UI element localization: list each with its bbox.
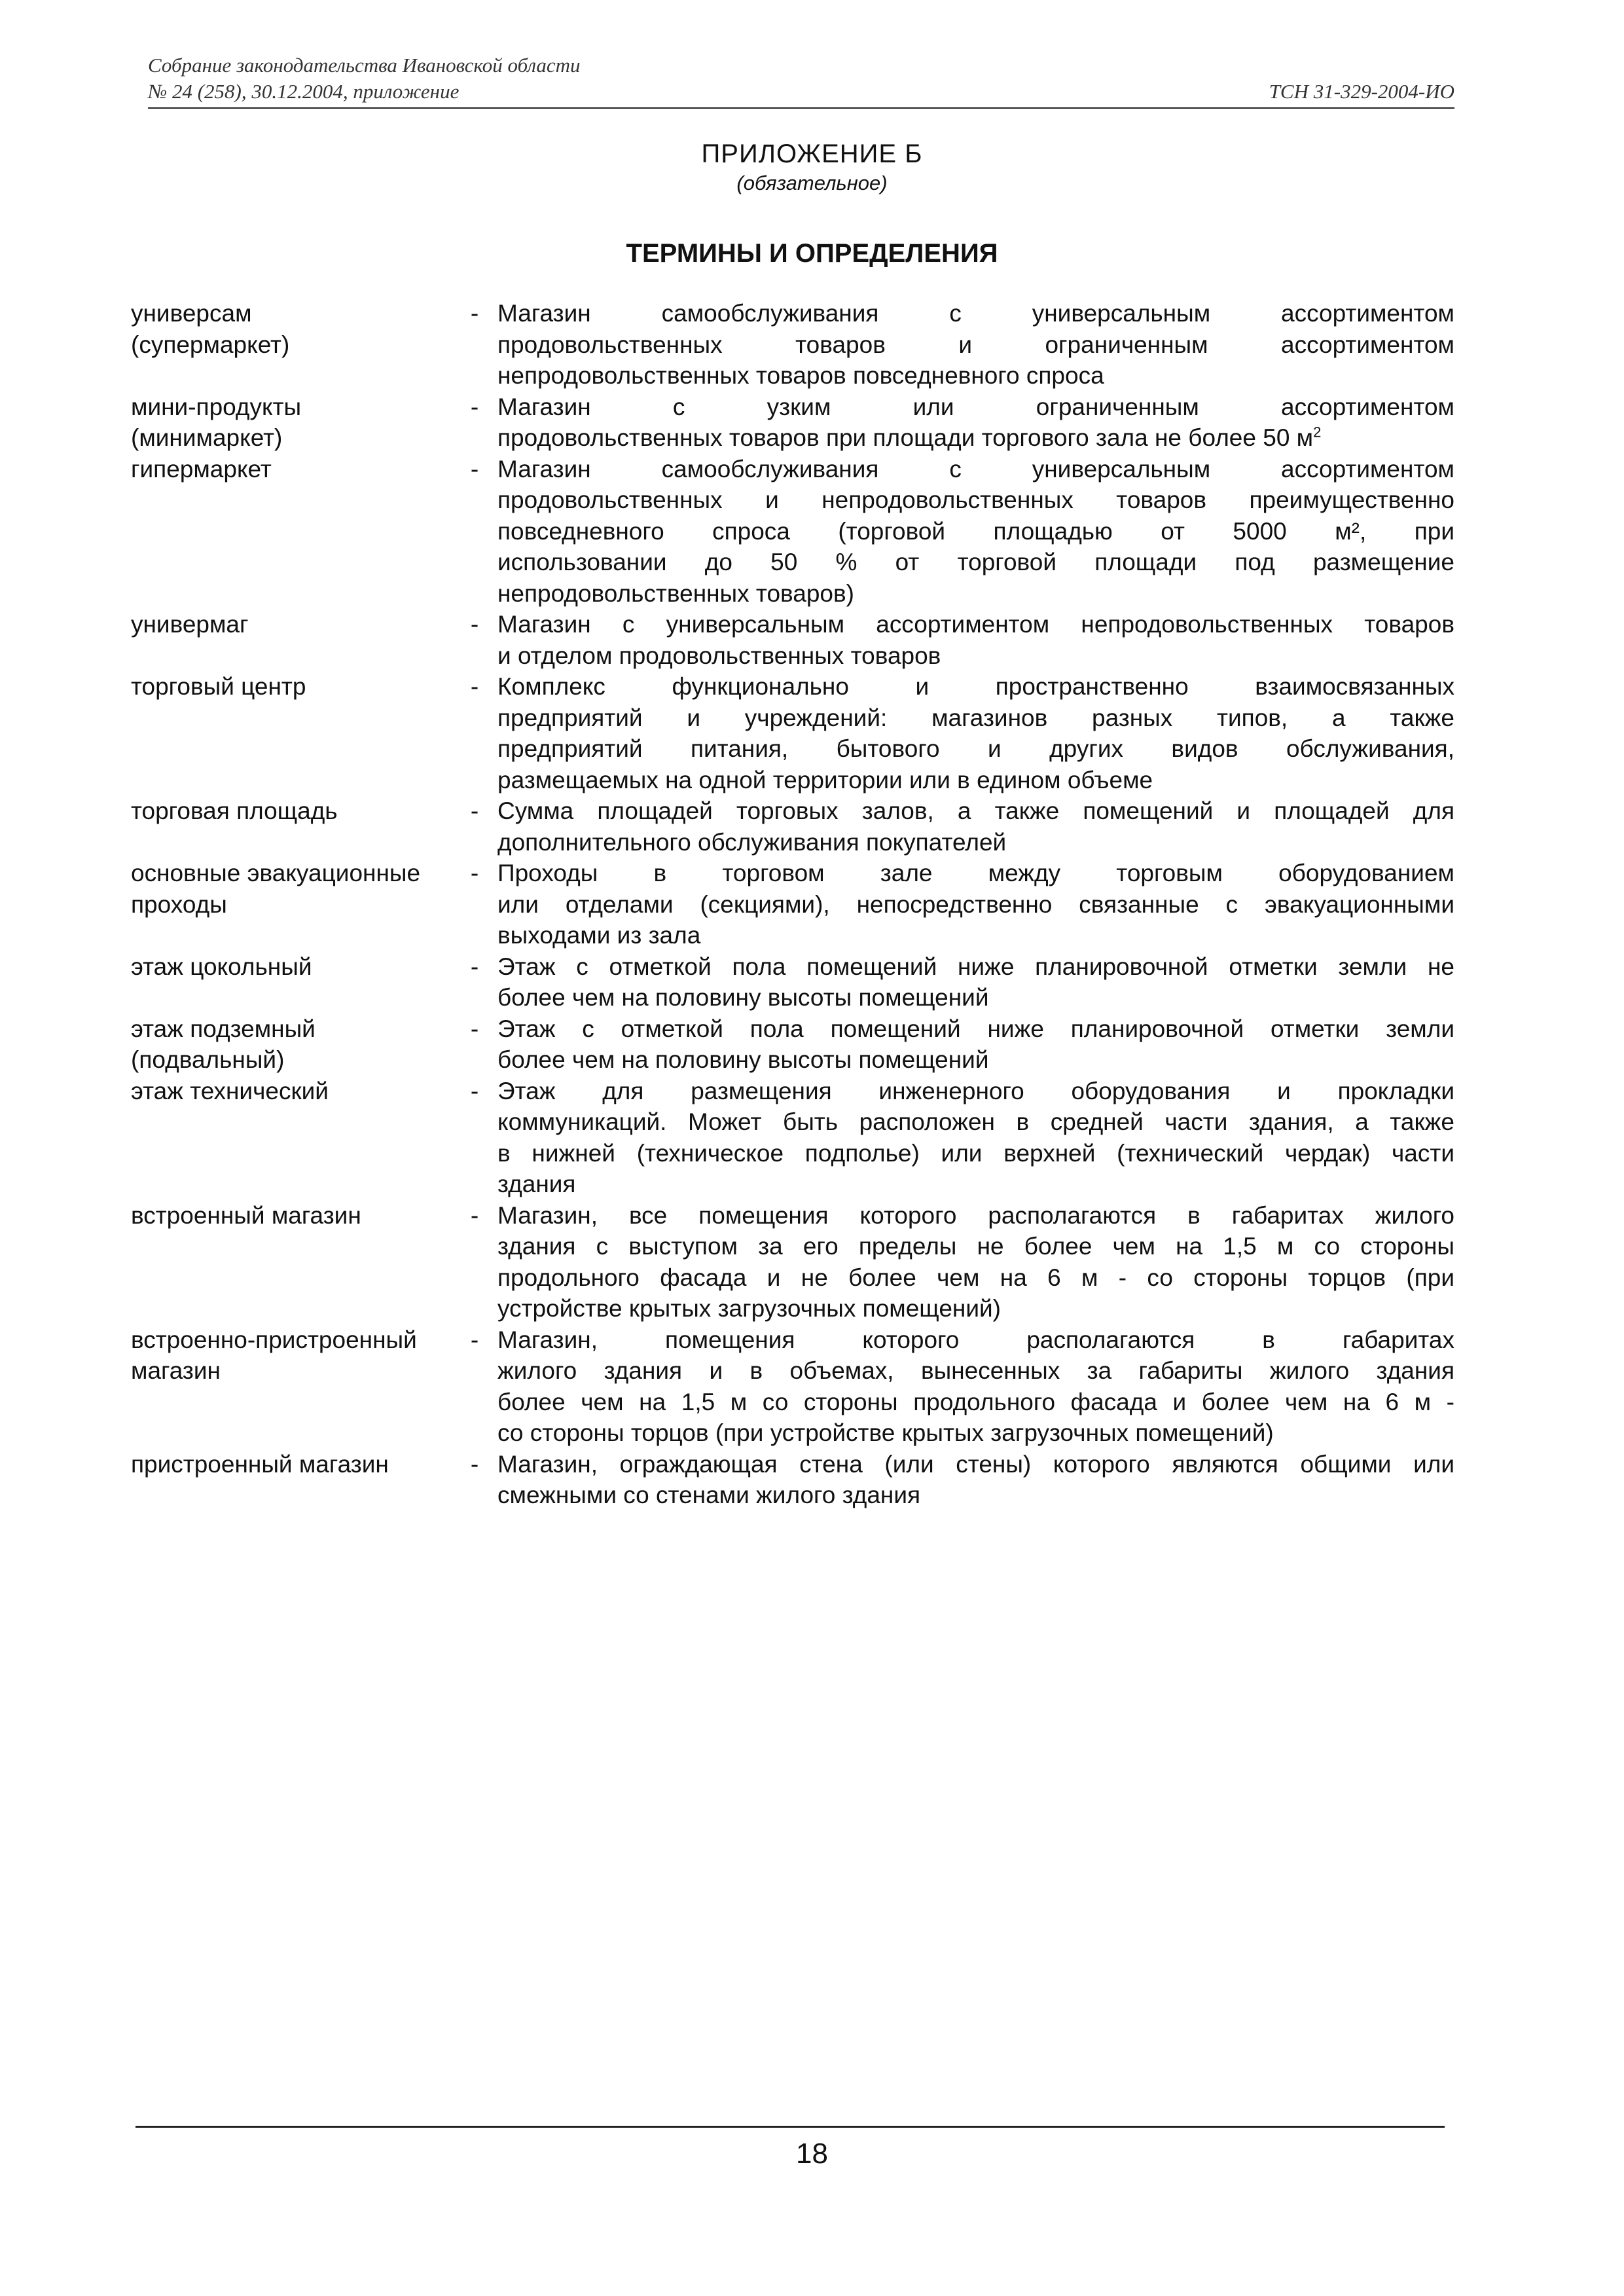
page-number: 18 bbox=[796, 2138, 828, 2170]
term-dash: - bbox=[470, 300, 479, 327]
term-row bbox=[131, 1013, 1454, 1076]
term-row bbox=[131, 1324, 1454, 1449]
term-dash: - bbox=[470, 953, 479, 980]
term-row bbox=[131, 795, 1454, 858]
term-row bbox=[131, 609, 1454, 671]
term-name bbox=[131, 1200, 452, 1324]
term-name-line: встроенный магазин bbox=[131, 1201, 361, 1229]
term-row bbox=[131, 951, 1454, 1013]
term-definition bbox=[497, 1324, 1454, 1449]
term-definition-line bbox=[497, 1449, 1454, 1480]
term-definition-line bbox=[497, 640, 1454, 672]
term-definition-line bbox=[497, 1387, 1454, 1418]
term-definition-line bbox=[497, 454, 1454, 485]
term-definition-text: Проходы в торговом зале между торговым оборудованием bbox=[497, 860, 1454, 886]
term-definition-text: здания bbox=[497, 1171, 576, 1197]
term-name bbox=[131, 609, 452, 671]
term-name-line: торговый центр bbox=[131, 673, 306, 700]
term-definition-text: Магазин с узким или ограниченным ассортиментом bbox=[497, 393, 1454, 420]
term-definition-text: предприятий питания, бытового и других видов обслуживания, bbox=[497, 735, 1454, 762]
header-standard-code: ТСН 31-329-2004-ИО bbox=[1269, 80, 1454, 103]
term-dash: - bbox=[470, 1015, 479, 1042]
term-name-line: универсам bbox=[131, 300, 252, 327]
term-definition-text: здания с выступом за его пределы не более чем на 1,5 м со стороны bbox=[497, 1233, 1454, 1260]
term-definition-text: продовольственных товаров и ограниченным ассортиментом bbox=[497, 331, 1454, 358]
term-name bbox=[131, 951, 452, 1013]
term-definition-line bbox=[497, 547, 1454, 578]
term-definition-line bbox=[497, 392, 1454, 423]
term-row bbox=[131, 298, 1454, 392]
term-definition-line bbox=[497, 795, 1454, 827]
term-definition-text: или отделами (секциями), непосредственно связанные с эвакуационными bbox=[497, 890, 1454, 918]
term-definition-line bbox=[497, 1044, 1454, 1076]
term-row bbox=[131, 1449, 1454, 1511]
term-definition-text: смежными со стенами жилого здания bbox=[497, 1482, 921, 1508]
term-name bbox=[131, 795, 452, 858]
term-definition-line bbox=[497, 1200, 1454, 1231]
term-name-line: (подвальный) bbox=[131, 1046, 285, 1073]
term-name-line: мини-продукты bbox=[131, 393, 302, 420]
term-dash: - bbox=[470, 455, 479, 483]
term-definition-line bbox=[497, 609, 1454, 640]
term-definition-text: Магазин, помещения которого располагаются в габаритах bbox=[497, 1326, 1454, 1353]
term-definition-text: со стороны торцов (при устройстве крытых загрузочных помещений) bbox=[497, 1419, 1274, 1446]
term-name-line: (супермаркет) bbox=[131, 331, 290, 358]
section-heading: ТЕРМИНЫ И ОПРЕДЕЛЕНИЯ bbox=[626, 239, 998, 268]
term-row bbox=[131, 392, 1454, 454]
term-definition-line bbox=[497, 858, 1454, 889]
term-definition-line bbox=[497, 951, 1454, 983]
term-definition-text: Магазин самообслуживания с универсальным ассортиментом bbox=[497, 300, 1454, 327]
term-definition bbox=[497, 858, 1454, 951]
term-dash: - bbox=[470, 797, 479, 824]
header-source: Собрание законодательства Ивановской области bbox=[148, 54, 581, 77]
term-definition-line bbox=[497, 1262, 1454, 1294]
term-name bbox=[131, 298, 452, 392]
term-dash: - bbox=[470, 611, 479, 638]
document-header bbox=[148, 52, 1454, 105]
term-definition bbox=[497, 609, 1454, 671]
term-definition bbox=[497, 454, 1454, 610]
term-definition-line bbox=[497, 329, 1454, 361]
term-dash: - bbox=[470, 1077, 479, 1104]
term-definition-text: жилого здания и в объемах, вынесенных за габариты жилого здания bbox=[497, 1357, 1454, 1384]
term-dash: - bbox=[470, 860, 479, 886]
term-definition-text: Сумма площадей торговых залов, а также помещений и площадей для bbox=[497, 797, 1454, 824]
term-definition-text: размещаемых на одной территории или в едином объеме bbox=[497, 766, 1153, 793]
term-name bbox=[131, 392, 452, 454]
term-definition-text: Этаж для размещения инженерного оборудования и прокладки bbox=[497, 1077, 1454, 1104]
term-dash: - bbox=[470, 673, 479, 700]
term-name bbox=[131, 1324, 452, 1449]
term-definition bbox=[497, 298, 1454, 392]
terms-list bbox=[131, 298, 1454, 1511]
term-definition-text: дополнительного обслуживания покупателей bbox=[497, 828, 1007, 856]
term-name-line: торговая площадь bbox=[131, 797, 338, 824]
term-definition-text: повседневного спроса (торговой площадью от 5000 м², при bbox=[497, 517, 1454, 545]
term-definition-line bbox=[497, 422, 1454, 454]
term-name bbox=[131, 858, 452, 951]
superscript: 2 bbox=[1313, 424, 1322, 441]
term-definition-line bbox=[497, 298, 1454, 329]
term-name-line: встроенно-пристроенный bbox=[131, 1326, 417, 1353]
term-definition-text: выходами из зала bbox=[497, 922, 701, 949]
term-name-line: магазин bbox=[131, 1357, 221, 1384]
term-name-line: этаж подземный bbox=[131, 1015, 316, 1042]
term-definition bbox=[497, 671, 1454, 795]
term-definition-text: Этаж с отметкой пола помещений ниже планировочной отметки земли bbox=[497, 1015, 1454, 1042]
term-definition-line bbox=[497, 1355, 1454, 1387]
term-definition-text: использовании до 50 % от торговой площади под размещение bbox=[497, 549, 1454, 575]
term-name-line: универмаг bbox=[131, 611, 249, 638]
term-definition bbox=[497, 1013, 1454, 1076]
term-name-line: (минимаркет) bbox=[131, 424, 283, 451]
term-definition-line bbox=[497, 765, 1454, 796]
term-definition-text: коммуникаций. Может быть расположен в средней части здания, а также bbox=[497, 1108, 1454, 1135]
term-definition-line bbox=[497, 1324, 1454, 1356]
term-dash: - bbox=[470, 1326, 479, 1353]
appendix-title: ПРИЛОЖЕНИЕ Б bbox=[701, 139, 923, 168]
term-name-line: основные эвакуационные bbox=[131, 860, 421, 886]
footer-rule bbox=[135, 2126, 1445, 2128]
term-definition-text: Магазин, все помещения которого располагаются в габаритах жилого bbox=[497, 1201, 1454, 1229]
term-definition-line bbox=[497, 1417, 1454, 1449]
term-name-line: проходы bbox=[131, 890, 227, 918]
term-row bbox=[131, 1076, 1454, 1200]
term-definition-line bbox=[497, 484, 1454, 516]
header-rule bbox=[148, 107, 1454, 109]
term-row bbox=[131, 858, 1454, 951]
term-definition bbox=[497, 795, 1454, 858]
term-definition-line bbox=[497, 1293, 1454, 1324]
term-name-line: гипермаркет bbox=[131, 455, 272, 483]
appendix-subtitle: (обязательное) bbox=[736, 172, 888, 194]
term-name-line: пристроенный магазин bbox=[131, 1450, 389, 1478]
term-name-line: этаж технический bbox=[131, 1077, 329, 1104]
term-definition-text: Магазин, ограждающая стена (или стены) которого являются общими или bbox=[497, 1450, 1454, 1478]
term-definition-line bbox=[497, 671, 1454, 702]
term-definition-text: продольного фасада и не более чем на 6 м - со стороны торцов (при bbox=[497, 1264, 1454, 1291]
term-definition bbox=[497, 1449, 1454, 1511]
header-issue: № 24 (258), 30.12.2004, приложение bbox=[148, 80, 460, 103]
term-definition-text: предприятий и учреждений: магазинов разных типов, а также bbox=[497, 704, 1454, 731]
term-definition-line bbox=[497, 1106, 1454, 1138]
term-definition-text: продовольственных и непродовольственных товаров преимущественно bbox=[497, 486, 1454, 513]
term-definition-text: более чем на половину высоты помещений bbox=[497, 984, 989, 1011]
term-definition-line bbox=[497, 920, 1454, 951]
term-definition-line bbox=[497, 827, 1454, 858]
term-definition bbox=[497, 392, 1454, 454]
term-definition-line bbox=[497, 516, 1454, 547]
term-definition-text: устройстве крытых загрузочных помещений) bbox=[497, 1295, 1001, 1322]
term-definition-line bbox=[497, 1231, 1454, 1262]
term-name bbox=[131, 454, 452, 610]
term-name bbox=[131, 1076, 452, 1200]
term-definition-text: Магазин самообслуживания с универсальным ассортиментом bbox=[497, 455, 1454, 483]
term-dash: - bbox=[470, 393, 479, 420]
term-definition-text: Магазин с универсальным ассортиментом непродовольственных товаров bbox=[497, 611, 1454, 638]
term-definition-line bbox=[497, 889, 1454, 920]
term-definition-line bbox=[497, 360, 1454, 392]
term-definition bbox=[497, 1200, 1454, 1324]
term-definition-line bbox=[497, 578, 1454, 610]
term-definition-line bbox=[497, 1480, 1454, 1511]
term-row bbox=[131, 671, 1454, 795]
term-definition-text: непродовольственных товаров повседневного спроса bbox=[497, 362, 1104, 389]
term-definition-line bbox=[497, 1138, 1454, 1169]
term-dash: - bbox=[470, 1450, 479, 1478]
term-definition-line bbox=[497, 702, 1454, 734]
term-definition-line bbox=[497, 733, 1454, 765]
term-row bbox=[131, 454, 1454, 610]
term-name bbox=[131, 671, 452, 795]
term-definition-line bbox=[497, 1076, 1454, 1107]
term-definition-line bbox=[497, 982, 1454, 1013]
term-row bbox=[131, 1200, 1454, 1324]
term-definition bbox=[497, 951, 1454, 1013]
term-name bbox=[131, 1449, 452, 1511]
term-definition-text: в нижней (техническое подполье) или верхней (технический чердак) части bbox=[497, 1139, 1454, 1167]
term-name-line: этаж цокольный bbox=[131, 953, 312, 980]
term-definition bbox=[497, 1076, 1454, 1200]
term-definition-text: продовольственных товаров при площади торгового зала не более 50 м bbox=[497, 424, 1314, 451]
term-definition-text: более чем на половину высоты помещений bbox=[497, 1046, 989, 1073]
term-definition-line bbox=[497, 1013, 1454, 1045]
term-name bbox=[131, 1013, 452, 1076]
term-definition-line bbox=[497, 1169, 1454, 1200]
term-definition-text: Комплекс функционально и пространственно взаимосвязанных bbox=[497, 673, 1454, 700]
term-definition-text: и отделом продовольственных товаров bbox=[497, 642, 941, 669]
title-block bbox=[0, 137, 1624, 270]
term-definition-text: Этаж с отметкой пола помещений ниже планировочной отметки земли не bbox=[497, 953, 1454, 980]
term-definition-text: непродовольственных товаров) bbox=[497, 579, 854, 607]
term-definition-text: более чем на 1,5 м со стороны продольного фасада и более чем на 6 м - bbox=[497, 1388, 1454, 1415]
term-dash: - bbox=[470, 1201, 479, 1229]
